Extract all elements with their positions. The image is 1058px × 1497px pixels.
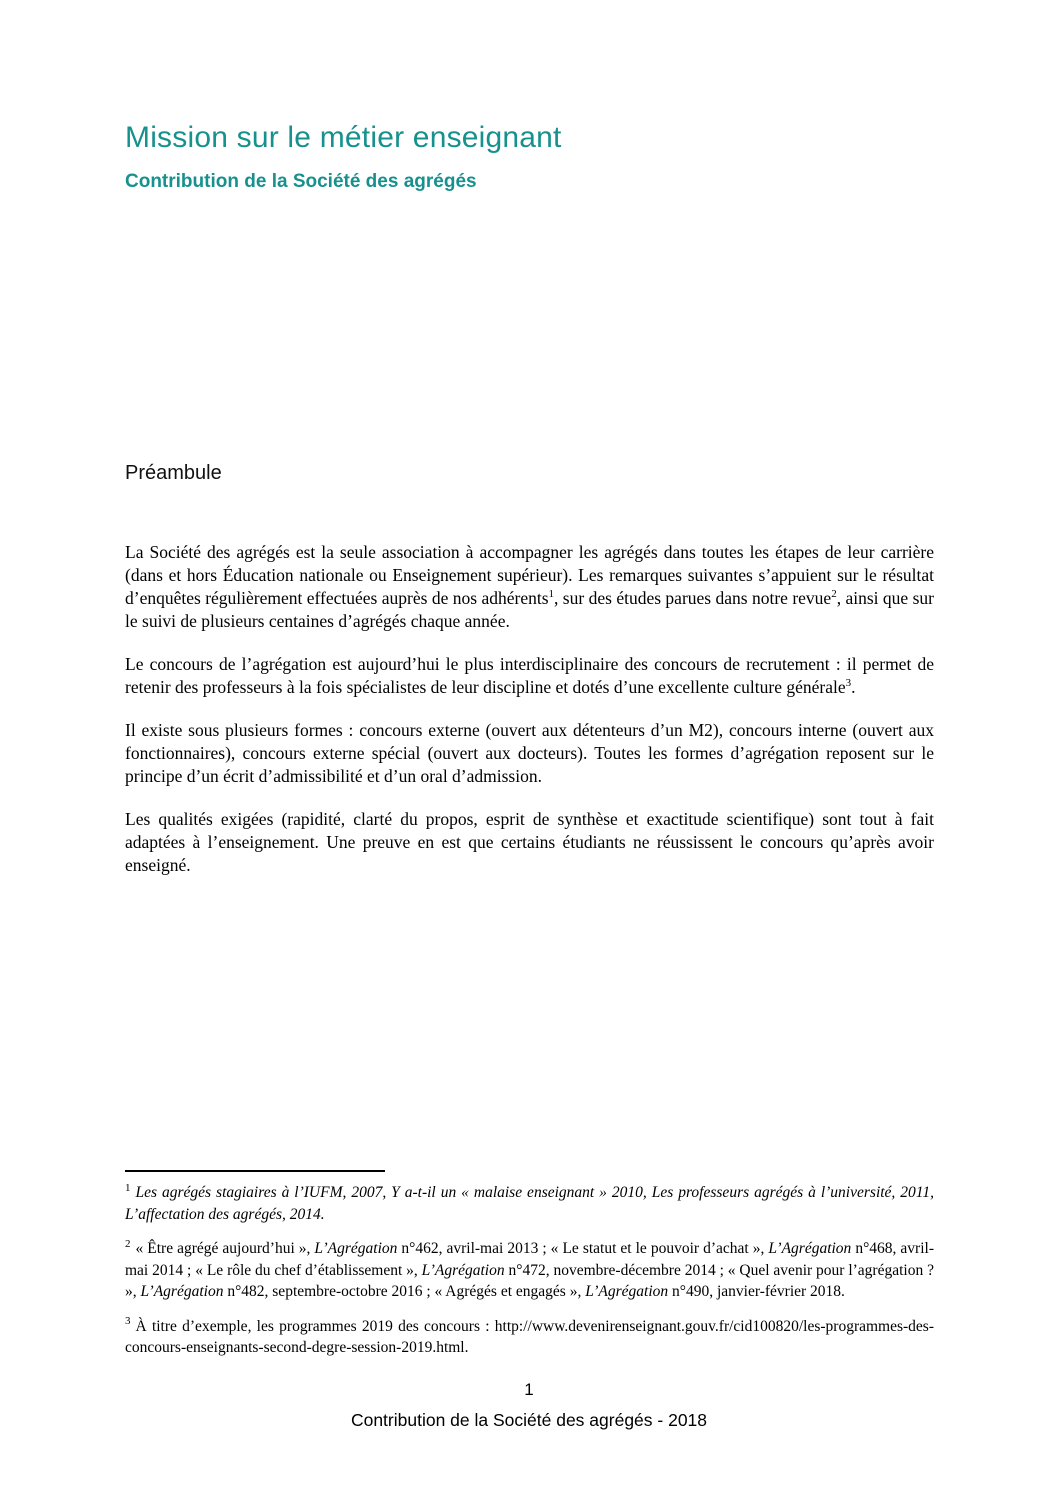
footnote-1-marker: 1 [125,1181,131,1194]
footnote-2-text: « Être agrégé aujourd’hui », L’Agrégation n°462, avril-mai 2013 ; « Le statut et le pouvoir d’achat », L’Agrégation n°468, avril-mai 2014 ; « Le rôle du chef d’établissement », L’Agrégation n°472, novembre-décembre 2014 ; « Quel avenir pour l’agrégation ? », L’Agrégation n°482, septembre-octobre 2016 ; « Agrégés et engagés », L’Agrégation n°490, janvier-février 2018. [125,1240,934,1300]
paragraph-1: La Société des agrégés est la seule association à accompagner les agrégés dans toutes les étapes de leur carrière (dans et hors Éducation nationale ou Enseignement supérieur). Les remarques suivantes s’appuient sur le résultat d’enquêtes régulièrement effectuées auprès de nos adhérents$^1$, sur des études parues dans notre revue$^2$, ainsi que sur le suivi de plusieurs centaines d’agrégés chaque année. [125,542,934,631]
page-number: 1 [524,1380,534,1399]
footnote-3-marker: 3 [125,1315,131,1328]
document-subtitle: Contribution de la Société des agrégés [125,171,477,192]
footnote-separator [125,1170,385,1172]
paragraph-2: Le concours de l’agrégation est aujourd’hui le plus interdisciplinaire des concours de recrutement : il permet de retenir des professeurs à la fois spécialistes de leur discipline et dotés d’une excellente culture générale$^3$. [125,654,934,697]
footnote-2-marker: 2 [125,1237,131,1250]
footnote-3 [125,1316,934,1359]
section-heading-preambule: Préambule [125,462,222,484]
document-body [125,541,934,897]
footnote-3-text: À titre d’exemple, les programmes 2019 des concours : http://www.devenirenseignant.gouv.fr/cid100820/les-programmes-des-concours-enseignants-second-degre-session-2019.html. [125,1317,934,1356]
footer-text: Contribution de la Société des agrégés - 2018 [350,1410,708,1430]
paragraph-4: Les qualités exigées (rapidité, clarté du propos, esprit de synthèse et exactitude scientifique) sont tout à fait adaptées à l’enseignement. Une preuve en est que certains étudiants ne réussissent le concours qu’après avoir enseigné. [125,809,934,875]
footnote-2 [125,1238,934,1303]
document-title: Mission sur le métier enseignant [125,121,562,154]
footnote-1 [125,1182,934,1225]
footnote-1-text: Les agrégés stagiaires à l’IUFM, 2007, Y a-t-il un « malaise enseignant » 2010, Les professeurs agrégés à l’université, 2011, L’affectation des agrégés, 2014. [125,1184,934,1223]
footnotes-section [125,1182,934,1372]
paragraph-3: Il existe sous plusieurs formes : concours externe (ouvert aux détenteurs d’un M2), concours interne (ouvert aux fonctionnaires), concours externe spécial (ouvert aux docteurs). Toutes les formes d’agrégation reposent sur le principe d’un écrit d’admissibilité et d’un oral d’admission. [125,720,934,786]
